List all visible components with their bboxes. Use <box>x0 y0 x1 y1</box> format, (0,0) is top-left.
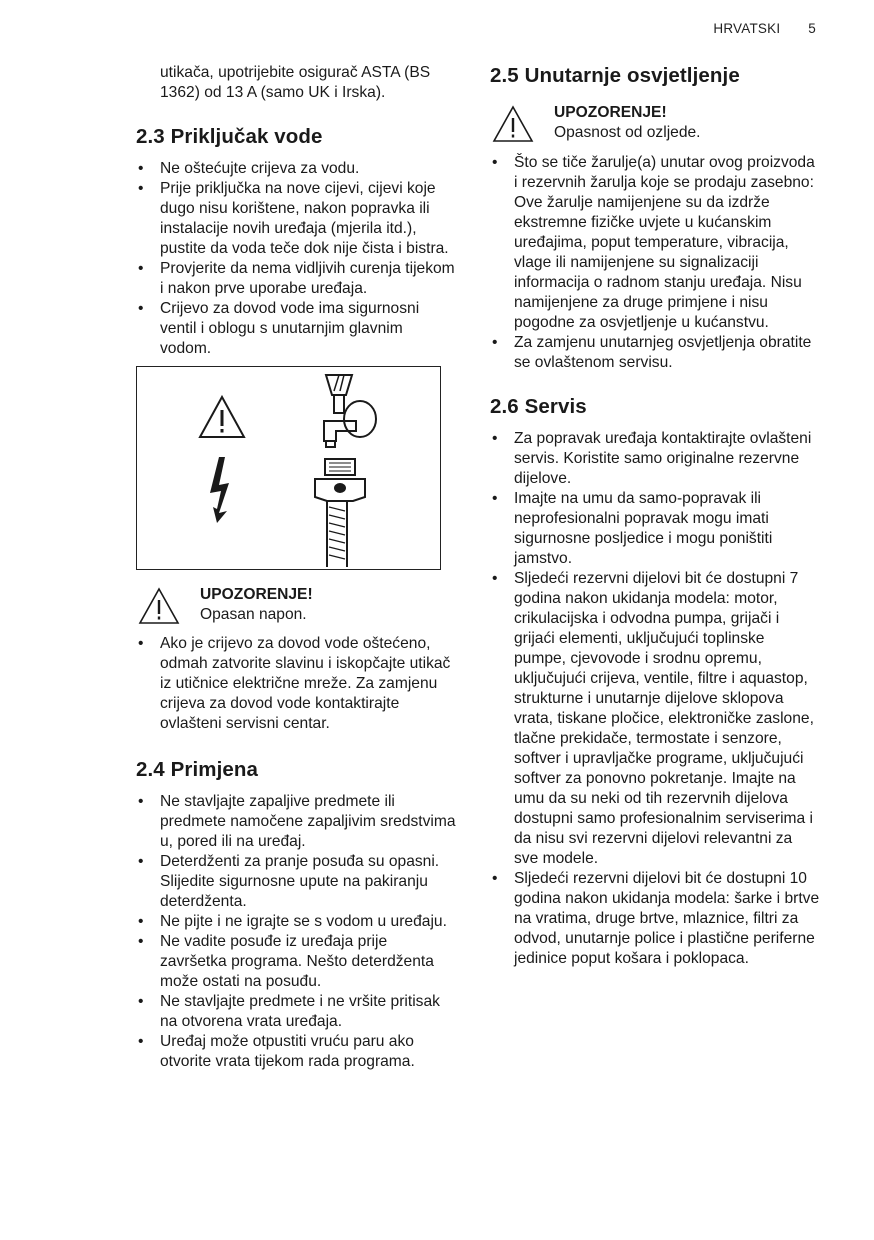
warning-triangle-icon <box>138 587 180 625</box>
warning-title: UPOZORENJE! <box>554 104 667 121</box>
list-item: • Uređaj može otpustiti vruću paru ako otvorite vrata tijekom rada programa. <box>136 1032 456 1072</box>
section-2-6-heading: 2.6 Servis <box>490 395 587 418</box>
list-item: • Sljedeći rezervni dijelovi bit će dostupni 7 godina nakon ukidanja modela: motor, crikulacijska i odvodna pumpa, grijači i grijaći elementi, uključujući toplinske pumpe, cjevovode i srodnu opremu, uključujući crijeva, ventile, filtre i aquastop, strukturne i unutarnje dijelove sklopova vrata, tiskane pločice, elektroničke zaslone, tlačne prekidače, termostate i senzore, softver i upravljačke programe, uključujući softver za ponovno pokretanje. Imajte na umu da su neki od tih rezervnih dijelova dostupni samo profesionalnim serviserima i da nisu svi rezervni dijelovi relevantni za sve modele. <box>490 569 820 869</box>
list-item: • Deterdženti za pranje posuđa su opasni. Slijedite sigurnosne upute na pakiranju deterdženta. <box>136 852 456 912</box>
water-tap-icon <box>312 371 392 451</box>
list-item: • Ne oštećujte crijeva za vodu. <box>136 159 456 179</box>
warning-triangle-icon <box>197 394 247 440</box>
lightning-bolt-icon <box>205 455 239 525</box>
list-item: • Prije priključka na nove cijevi, cijevi koje dugo nisu korištene, nakon popravka ili instalacije novih uređaja (mjerila itd.), pustite da voda teče dok nije čista i bistra. <box>136 179 456 259</box>
warning-voltage <box>136 585 456 627</box>
list-item: • Ne stavljajte predmete i ne vršite pritisak na otvorena vrata uređaja. <box>136 992 456 1032</box>
header-language: HRVATSKI <box>713 21 781 36</box>
intro-paragraph: utikača, upotrijebite osigurač ASTA (BS 1362) od 13 A (samo UK i Irska). <box>160 64 431 101</box>
list-item: • Za popravak uređaja kontaktirajte ovlašteni servis. Koristite samo originalne rezervne dijelove. <box>490 429 820 489</box>
warning-text: Opasan napon. <box>200 606 307 623</box>
left-column <box>136 63 456 1072</box>
water-connection-figure <box>136 366 441 570</box>
list-item: • Za zamjenu unutarnjeg osvjetljenja obratite se ovlaštenom servisu. <box>490 333 820 373</box>
list-item: • Ne vadite posuđe iz uređaja prije završetka programa. Nešto deterdženta može ostati na posuđu. <box>136 932 456 992</box>
list-item: • Sljedeći rezervni dijelovi bit će dostupni 10 godina nakon ukidanja modela: šarke i brtve na vratima, druge brtve, mlaznice, filtri za odvod, unutarnje police i plastične periferne jedinice poput košara i poklopaca. <box>490 869 820 969</box>
section-2-5-list <box>490 153 820 373</box>
section-2-4-list <box>136 792 456 1072</box>
page-number: 5 <box>808 21 816 36</box>
list-item: • Provjerite da nema vidljivih curenja tijekom i nakon prve uporabe uređaja. <box>136 259 456 299</box>
hose-fitting-icon <box>303 457 393 569</box>
right-column <box>490 63 820 969</box>
section-2-5-heading: 2.5 Unutarnje osvjetljenje <box>490 64 740 87</box>
list-item: • Ako je crijevo za dovod vode oštećeno, odmah zatvorite slavinu i iskopčajte utikač iz utičnice električne mreže. Za zamjenu crijeva za dovod vode kontaktirajte ovlašteni servisni centar. <box>136 634 456 734</box>
section-2-6-list <box>490 429 820 969</box>
warning-triangle-icon <box>492 105 534 143</box>
warning-injury <box>490 103 820 145</box>
list-item: • Ne pijte i ne igrajte se s vodom u uređaju. <box>136 912 456 932</box>
list-item: • Crijevo za dovod vode ima sigurnosni ventil i oblogu s unutarnjim glavnim vodom. <box>136 299 456 359</box>
section-2-3-list-after <box>136 634 456 734</box>
section-2-3-heading: 2.3 Priključak vode <box>136 125 323 148</box>
page-header <box>713 21 816 36</box>
list-item: • Imajte na umu da samo-popravak ili neprofesionalni popravak mogu imati sigurnosne posljedice i mogu poništiti jamstvo. <box>490 489 820 569</box>
list-item: • Što se tiče žarulje(a) unutar ovog proizvoda i rezervnih žarulja koje se prodaju zasebno: Ove žarulje namijenjene su da izdrže ekstremne fizičke uvjete u kućanskim uređajima, poput temperature, vibracija, vlage ili namijenjene su signalizaciji informacija o radnom stanju uređaja. Nisu namijenjene za druge primjene i nisu pogodne za osvjetljenje u kućanstvu. <box>490 153 820 333</box>
section-2-4-heading: 2.4 Primjena <box>136 758 258 781</box>
list-item: • Ne stavljajte zapaljive predmete ili predmete namočene zapaljivim sredstvima u, pored ili na uređaj. <box>136 792 456 852</box>
warning-text: Opasnost od ozljede. <box>554 124 701 141</box>
section-2-3-list <box>136 159 456 359</box>
warning-title: UPOZORENJE! <box>200 586 313 603</box>
